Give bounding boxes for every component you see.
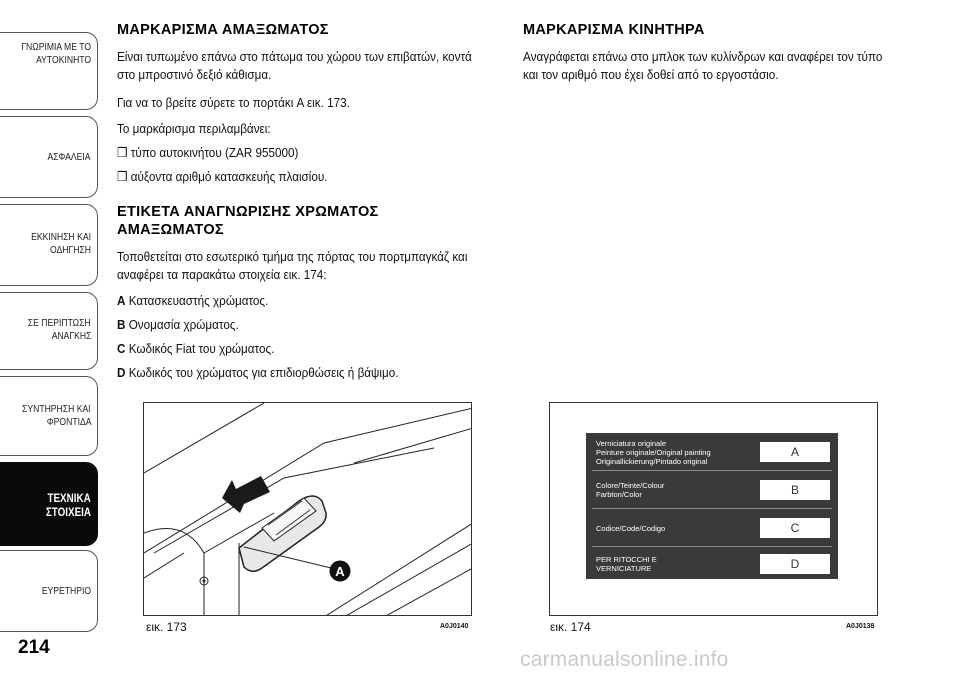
tab-label: ΦΡΟΝΤΙΔΑ bbox=[46, 416, 91, 428]
door-panel-illustration bbox=[144, 403, 472, 616]
item-text: Κωδικός Fiat του χρώματος. bbox=[125, 341, 275, 356]
tab-label: ΑΥΤΟΚΙΝΗΤΟ bbox=[35, 54, 91, 66]
label-row bbox=[596, 549, 830, 579]
tab-emergency[interactable] bbox=[0, 292, 98, 370]
list-item bbox=[117, 364, 399, 382]
paragraph: Είναι τυπωμένο επάνω στο πάτωμα του χώρου των επιβατών, κοντά bbox=[117, 49, 472, 64]
tab-technical-data[interactable] bbox=[0, 462, 98, 546]
direction-arrow bbox=[222, 476, 270, 513]
figure-caption: εικ. 173 bbox=[146, 620, 187, 634]
tab-label: ΣΥΝΤΗΡΗΣΗ ΚΑΙ bbox=[22, 403, 91, 415]
figure-caption: εικ. 174 bbox=[550, 620, 591, 634]
tab-label: ΑΣΦΑΛΕΙΑ bbox=[47, 151, 91, 163]
tab-label: ΣΕ ΠΕΡΙΠΤΩΣΗ bbox=[28, 317, 91, 329]
label-row-text: Codice/Code/Codigo bbox=[596, 523, 666, 533]
paragraph: Για να το βρείτε σύρετε το πορτάκι A εικ. 173. bbox=[117, 95, 350, 110]
watermark: carmanualsonline.info bbox=[520, 648, 729, 671]
page-number: 214 bbox=[18, 637, 50, 658]
paragraph: Το μαρκάρισμα περιλαμβάνει: bbox=[117, 121, 271, 136]
tab-label: ΑΝΑΓΚΗΣ bbox=[51, 330, 91, 342]
label-row bbox=[596, 513, 830, 543]
callout-a bbox=[330, 561, 351, 582]
tab-label: ΟΔΗΓΗΣΗ bbox=[50, 244, 91, 256]
tab-label: ΕΥΡΕΤΗΡΙΟ bbox=[41, 585, 91, 597]
label-row-text: Verniciatura originale Peinture originale/Original painting Originallickierung/Pintado original bbox=[596, 438, 711, 466]
item-letter: D bbox=[117, 365, 126, 380]
label-row-text: Colore/Teinte/Colour Farbton/Color bbox=[596, 481, 665, 499]
tab-label: ΤΕΧΝΙΚΑ bbox=[47, 491, 91, 505]
section-heading: ΜΑΡΚΑΡΙΣΜΑ ΚΙΝΗΤΗΡΑ bbox=[523, 22, 705, 38]
paint-label-plate bbox=[586, 433, 838, 579]
paragraph: Αναγράφεται επάνω στο μπλοκ των κυλίνδρων και αναφέρει τον τύπο bbox=[523, 49, 883, 64]
list-item bbox=[117, 340, 274, 358]
label-row bbox=[596, 475, 830, 505]
sliding-cover bbox=[239, 496, 326, 571]
section-heading: ΜΑΡΚΑΡΙΣΜΑ ΑΜΑΞΩΜΑΤΟΣ bbox=[117, 22, 329, 38]
paragraph: στο μπροστινό δεξιό κάθισμα. bbox=[117, 67, 272, 82]
figure-173 bbox=[143, 402, 472, 616]
label-box-c: C bbox=[760, 518, 830, 538]
figure-code: A0J0140 bbox=[440, 623, 469, 630]
list-item: ❒ αύξοντα αριθμό κατασκευής πλαισίου. bbox=[117, 169, 328, 184]
tab-label: ΓΝΩΡΙΜΙΑ ΜΕ ΤΟ bbox=[21, 41, 91, 53]
section-heading: ΑΜΑΞΩΜΑΤΟΣ bbox=[117, 222, 224, 238]
paragraph: αναφέρει τα παρακάτω στοιχεία εικ. 174: bbox=[117, 267, 327, 282]
list-item: ❒ τύπο αυτοκινήτου (ZAR 955000) bbox=[117, 145, 299, 160]
figure-code: A0J0138 bbox=[846, 623, 875, 630]
label-box-b: B bbox=[760, 480, 830, 500]
item-text: Κωδικός του χρώματος για επιδιορθώσεις ή βάψιμο. bbox=[125, 365, 399, 380]
tab-maintenance[interactable] bbox=[0, 376, 98, 456]
label-box-d: D bbox=[760, 554, 830, 574]
figure-174 bbox=[549, 402, 878, 616]
section-heading: ΕΤΙΚΕΤΑ ΑΝΑΓΝΩΡΙΣΗΣ ΧΡΩΜΑΤΟΣ bbox=[117, 204, 379, 220]
item-letter: A bbox=[117, 293, 126, 308]
tab-safety[interactable] bbox=[0, 116, 98, 198]
tab-label: ΣΤΟΙΧΕΙΑ bbox=[45, 505, 91, 519]
label-box-a: A bbox=[760, 442, 830, 462]
paragraph: και τον αριθμό που έχει δοθεί από το εργοστάσιο. bbox=[523, 67, 779, 82]
item-letter: C bbox=[117, 341, 126, 356]
label-row-text: PER RITOCCHI E VERNICIATURE bbox=[596, 555, 657, 573]
list-item bbox=[117, 316, 239, 334]
label-row bbox=[596, 437, 830, 467]
item-letter: B bbox=[117, 317, 126, 332]
tab-index[interactable] bbox=[0, 550, 98, 632]
tab-car-intro[interactable] bbox=[0, 32, 98, 110]
paragraph: Τοποθετείται στο εσωτερικό τμήμα της πόρτας του πορτμπαγκάζ και bbox=[117, 249, 468, 264]
tab-starting-driving[interactable] bbox=[0, 204, 98, 286]
tab-label: ΕΚΚΙΝΗΣΗ ΚΑΙ bbox=[31, 231, 91, 243]
item-text: Κατασκευαστής χρώματος. bbox=[125, 293, 269, 308]
list-item bbox=[117, 292, 268, 310]
callout-letter: A bbox=[335, 564, 345, 579]
item-text: Ονομασία χρώματος. bbox=[125, 317, 239, 332]
